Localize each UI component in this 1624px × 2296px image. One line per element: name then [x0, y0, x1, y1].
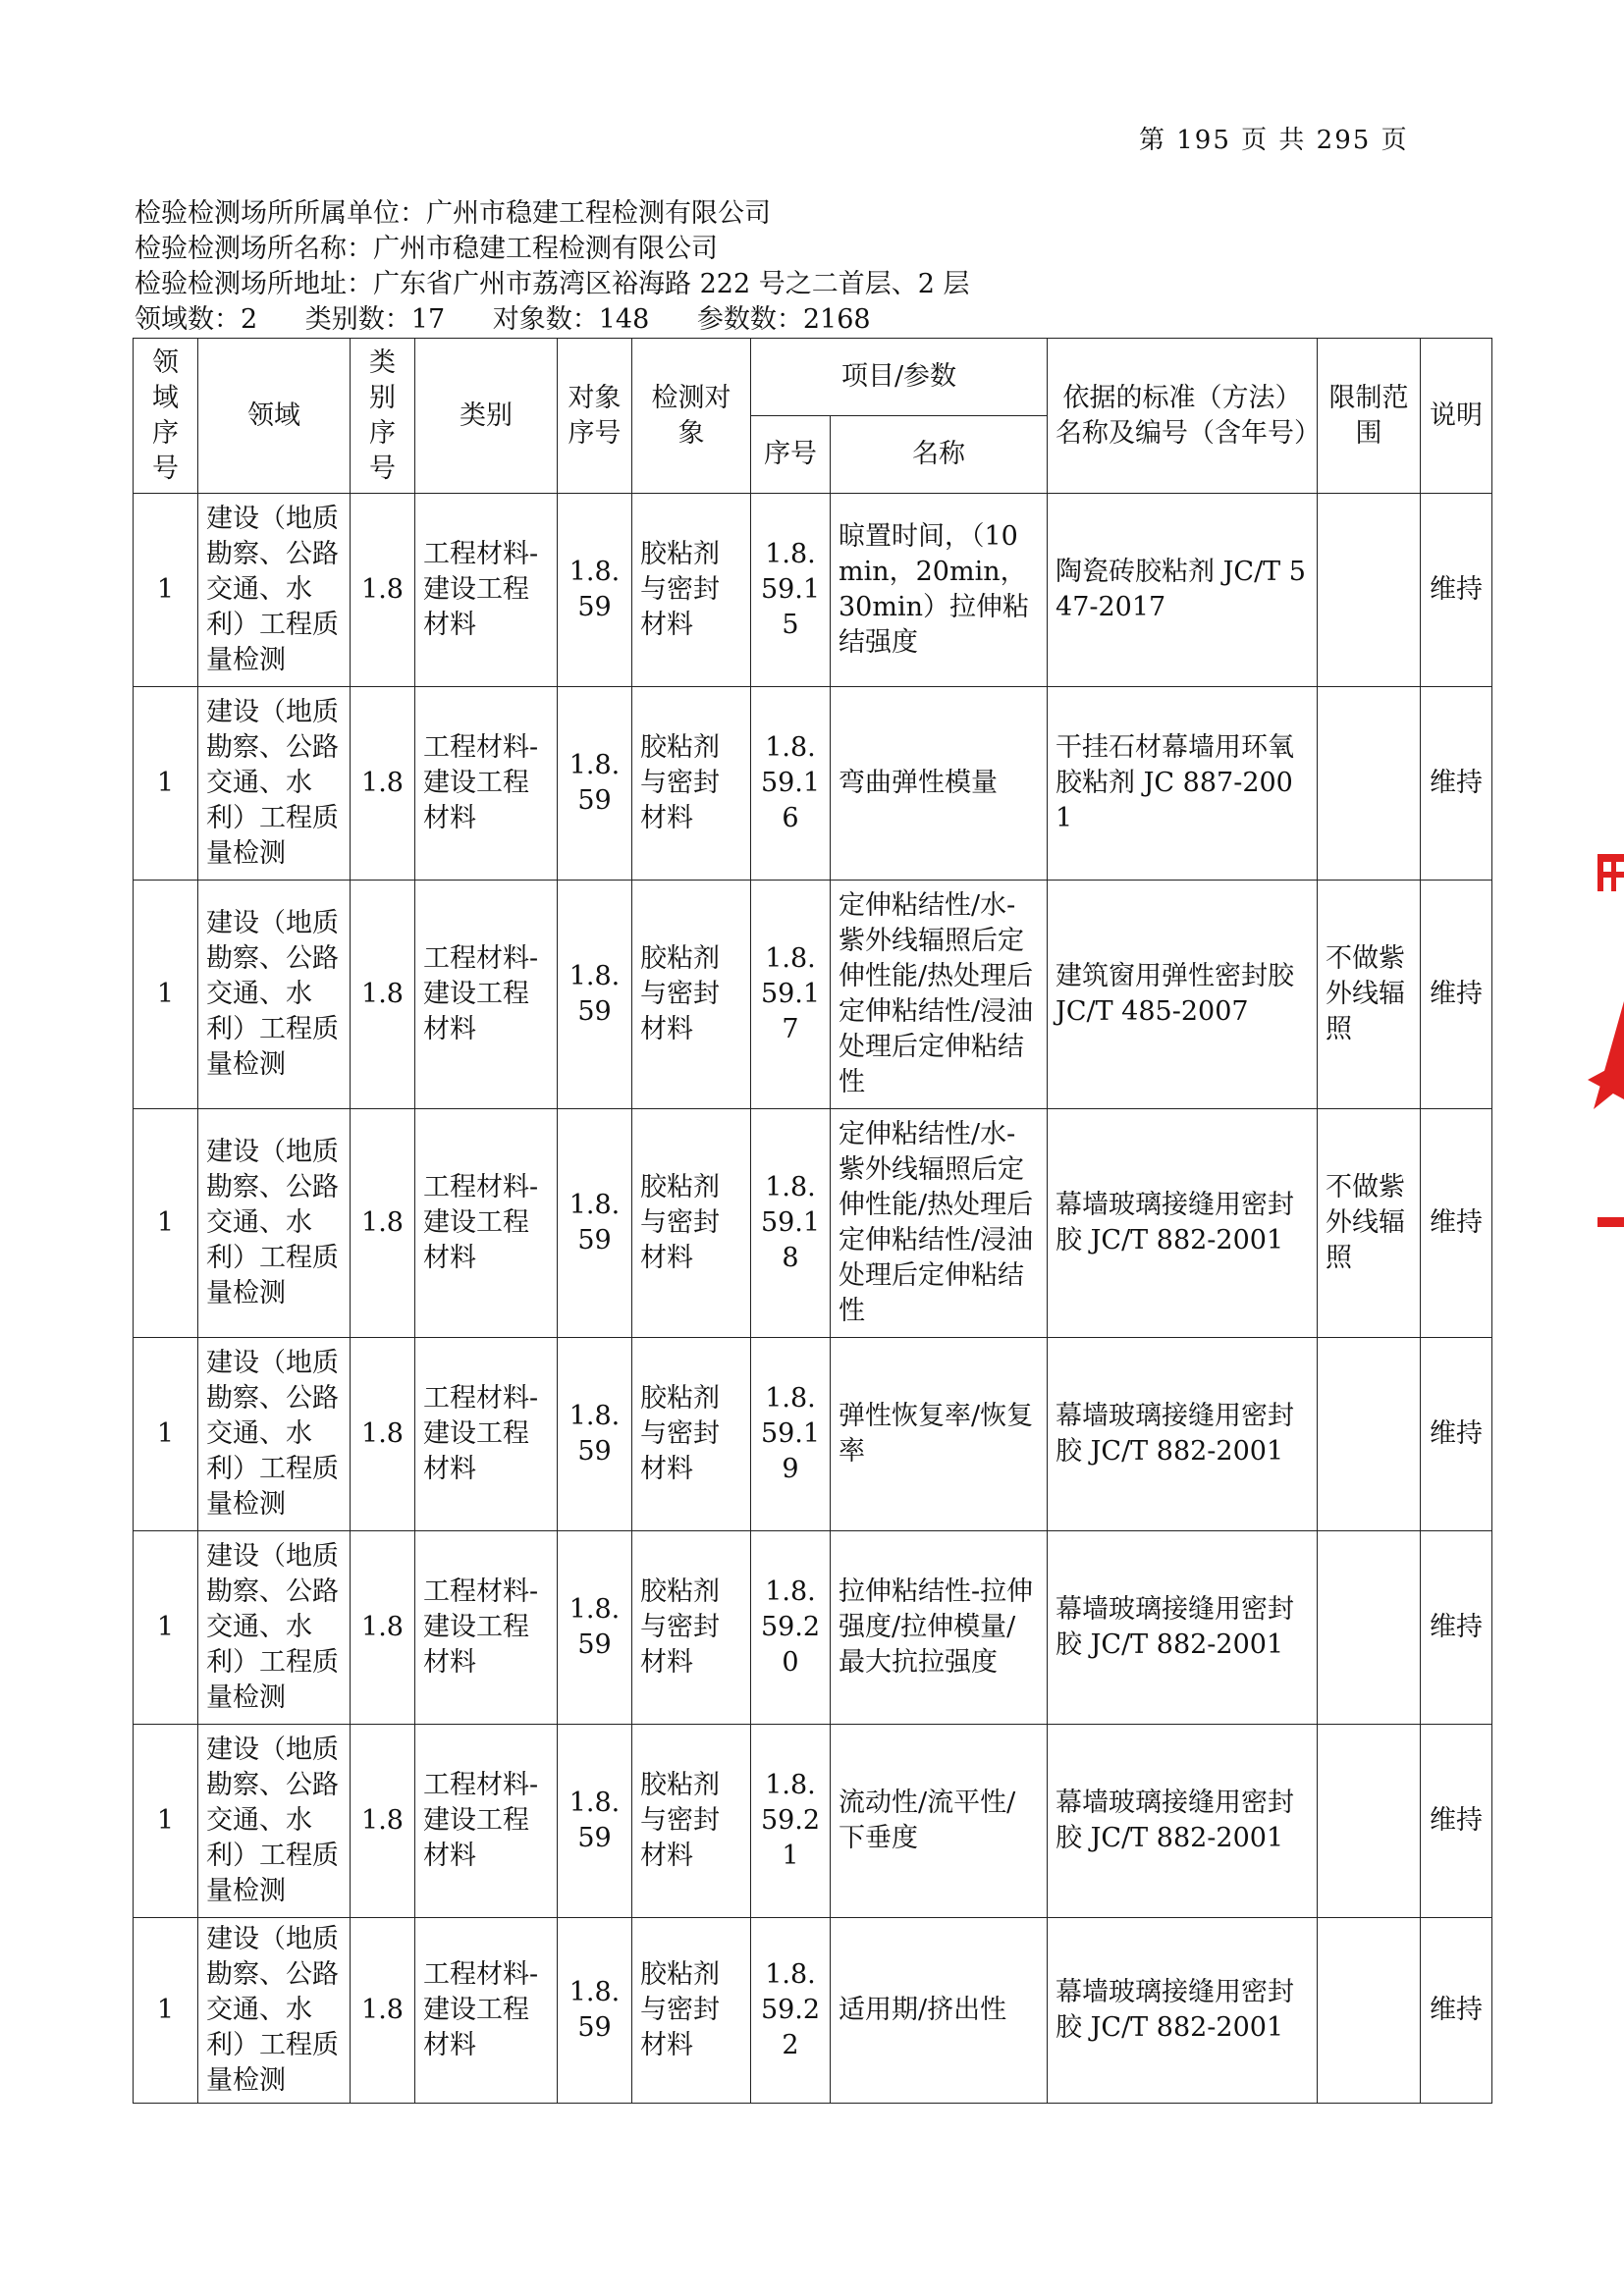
table-row	[134, 1338, 1492, 1531]
table-row	[134, 687, 1492, 881]
cell-standard: 幕墙玻璃接缝用密封胶 JC/T 882-2001	[1048, 1531, 1318, 1725]
cell-category-no: 1.8	[351, 1918, 415, 2104]
cell-seq: 1.8.59.20	[751, 1531, 831, 1725]
cell-field: 建设（地质勘察、公路交通、水利）工程质量检测	[198, 494, 351, 687]
cell-object: 胶粘剂与密封材料	[632, 881, 751, 1109]
cell-seq: 1.8.59.17	[751, 881, 831, 1109]
cell-seq: 1.8.59.19	[751, 1338, 831, 1531]
cell-category-no: 1.8	[351, 1338, 415, 1531]
cell-limit	[1318, 1531, 1421, 1725]
seal-shape	[1588, 854, 1624, 1227]
cell-limit	[1318, 494, 1421, 687]
cell-field: 建设（地质勘察、公路交通、水利）工程质量检测	[198, 881, 351, 1109]
cell-object-no: 1.8.59	[558, 1109, 632, 1338]
red-seal-stamp	[1576, 854, 1624, 1237]
cell-item-name: 定伸粘结性/水-紫外线辐照后定伸性能/热处理后定伸粘结性/浸油处理后定伸粘结性	[831, 1109, 1048, 1338]
header-category-no: 类别序号	[351, 339, 415, 494]
cell-note: 维持	[1421, 494, 1492, 687]
cell-object-no: 1.8.59	[558, 1338, 632, 1531]
table-row	[134, 1531, 1492, 1725]
cell-item-name: 流动性/流平性/下垂度	[831, 1725, 1048, 1918]
cell-limit: 不做紫外线辐照	[1318, 1109, 1421, 1338]
cell-seq: 1.8.59.15	[751, 494, 831, 687]
cell-category: 工程材料-建设工程材料	[415, 687, 558, 881]
cell-field-no: 1	[134, 687, 198, 881]
cell-category: 工程材料-建设工程材料	[415, 1918, 558, 2104]
cell-category-no: 1.8	[351, 687, 415, 881]
cell-standard: 幕墙玻璃接缝用密封胶 JC/T 882-2001	[1048, 1918, 1318, 2104]
cell-seq: 1.8.59.18	[751, 1109, 831, 1338]
lab-info	[135, 196, 969, 338]
summary-counts	[135, 302, 969, 338]
cell-field-no: 1	[134, 1725, 198, 1918]
cell-object-no: 1.8.59	[558, 1918, 632, 2104]
cell-note: 维持	[1421, 1918, 1492, 2104]
header-object: 检测对象	[632, 339, 751, 494]
cell-object-no: 1.8.59	[558, 687, 632, 881]
header-seq: 序号	[751, 416, 831, 494]
cell-field-no: 1	[134, 494, 198, 687]
cell-object: 胶粘剂与密封材料	[632, 494, 751, 687]
cell-note: 维持	[1421, 1338, 1492, 1531]
cell-field: 建设（地质勘察、公路交通、水利）工程质量检测	[198, 1109, 351, 1338]
cell-note: 维持	[1421, 687, 1492, 881]
cell-field: 建设（地质勘察、公路交通、水利）工程质量检测	[198, 687, 351, 881]
cell-note: 维持	[1421, 1531, 1492, 1725]
category-count: 类别数：17	[304, 304, 446, 335]
table-row	[134, 494, 1492, 687]
cell-item-name: 晾置时间，（10min，20min，30min）拉伸粘结强度	[831, 494, 1048, 687]
cell-note: 维持	[1421, 881, 1492, 1109]
cell-standard: 陶瓷砖胶粘剂 JC/T 547-2017	[1048, 494, 1318, 687]
table-row	[134, 881, 1492, 1109]
cell-field: 建设（地质勘察、公路交通、水利）工程质量检测	[198, 1918, 351, 2104]
cell-category: 工程材料-建设工程材料	[415, 494, 558, 687]
cell-item-name: 适用期/挤出性	[831, 1918, 1048, 2104]
cell-category: 工程材料-建设工程材料	[415, 1531, 558, 1725]
cell-item-name: 弯曲弹性模量	[831, 687, 1048, 881]
cell-category-no: 1.8	[351, 494, 415, 687]
cell-note: 维持	[1421, 1109, 1492, 1338]
cell-object: 胶粘剂与密封材料	[632, 1531, 751, 1725]
cell-field-no: 1	[134, 1531, 198, 1725]
cell-object-no: 1.8.59	[558, 494, 632, 687]
cell-field: 建设（地质勘察、公路交通、水利）工程质量检测	[198, 1531, 351, 1725]
cell-object: 胶粘剂与密封材料	[632, 1725, 751, 1918]
cell-category-no: 1.8	[351, 1725, 415, 1918]
cell-limit	[1318, 1918, 1421, 2104]
cell-standard: 干挂石材幕墙用环氧胶粘剂 JC 887-2001	[1048, 687, 1318, 881]
cell-item-name: 拉伸粘结性-拉伸强度/拉伸模量/最大抗拉强度	[831, 1531, 1048, 1725]
cell-standard: 幕墙玻璃接缝用密封胶 JC/T 882-2001	[1048, 1725, 1318, 1918]
cell-standard: 建筑窗用弹性密封胶 JC/T 485-2007	[1048, 881, 1318, 1109]
cell-seq: 1.8.59.22	[751, 1918, 831, 2104]
lab-unit: 检验检测场所所属单位：广州市稳建工程检测有限公司	[135, 198, 771, 229]
cell-seq: 1.8.59.16	[751, 687, 831, 881]
cell-object-no: 1.8.59	[558, 1531, 632, 1725]
cell-object: 胶粘剂与密封材料	[632, 1338, 751, 1531]
header-standard: 依据的标准（方法）名称及编号（含年号）	[1048, 339, 1318, 494]
cell-limit	[1318, 1338, 1421, 1531]
cell-field-no: 1	[134, 1918, 198, 2104]
cell-category: 工程材料-建设工程材料	[415, 1338, 558, 1531]
cell-object-no: 1.8.59	[558, 1725, 632, 1918]
cell-category-no: 1.8	[351, 1109, 415, 1338]
header-category: 类别	[415, 339, 558, 494]
header-item-param: 项目/参数	[751, 339, 1048, 416]
cell-field: 建设（地质勘察、公路交通、水利）工程质量检测	[198, 1725, 351, 1918]
table-row	[134, 1725, 1492, 1918]
cell-object: 胶粘剂与密封材料	[632, 1109, 751, 1338]
cell-note: 维持	[1421, 1725, 1492, 1918]
cell-limit	[1318, 687, 1421, 881]
object-count: 对象数：148	[492, 304, 650, 335]
cell-field: 建设（地质勘察、公路交通、水利）工程质量检测	[198, 1338, 351, 1531]
header-note: 说明	[1421, 339, 1492, 494]
cell-category: 工程材料-建设工程材料	[415, 1109, 558, 1338]
lab-name: 检验检测场所名称：广州市稳建工程检测有限公司	[135, 234, 718, 264]
cell-object-no: 1.8.59	[558, 881, 632, 1109]
cell-category-no: 1.8	[351, 881, 415, 1109]
cell-object: 胶粘剂与密封材料	[632, 687, 751, 881]
cell-field-no: 1	[134, 1338, 198, 1531]
cell-limit: 不做紫外线辐照	[1318, 881, 1421, 1109]
header-limit: 限制范围	[1318, 339, 1421, 494]
table-row	[134, 1918, 1492, 2104]
cell-seq: 1.8.59.21	[751, 1725, 831, 1918]
cell-field-no: 1	[134, 881, 198, 1109]
cell-limit	[1318, 1725, 1421, 1918]
cell-object: 胶粘剂与密封材料	[632, 1918, 751, 2104]
lab-address: 检验检测场所地址：广东省广州市荔湾区裕海路 222 号之二首层、2 层	[135, 269, 970, 299]
header-field-no: 领域序号	[134, 339, 198, 494]
cell-item-name: 弹性恢复率/恢复率	[831, 1338, 1048, 1531]
cell-field-no: 1	[134, 1109, 198, 1338]
cell-standard: 幕墙玻璃接缝用密封胶 JC/T 882-2001	[1048, 1109, 1318, 1338]
cell-category: 工程材料-建设工程材料	[415, 1725, 558, 1918]
table-row	[134, 1109, 1492, 1338]
cell-item-name: 定伸粘结性/水-紫外线辐照后定伸性能/热处理后定伸粘结性/浸油处理后定伸粘结性	[831, 881, 1048, 1109]
page-number: 第 195 页 共 295 页	[1139, 126, 1409, 155]
field-count: 领域数：2	[135, 304, 258, 335]
cell-category-no: 1.8	[351, 1531, 415, 1725]
scope-table	[133, 338, 1492, 2104]
param-count: 参数数：2168	[696, 304, 871, 335]
header-object-no: 对象序号	[558, 339, 632, 494]
cell-standard: 幕墙玻璃接缝用密封胶 JC/T 882-2001	[1048, 1338, 1318, 1531]
header-field: 领域	[198, 339, 351, 494]
header-item-name: 名称	[831, 416, 1048, 494]
cell-category: 工程材料-建设工程材料	[415, 881, 558, 1109]
